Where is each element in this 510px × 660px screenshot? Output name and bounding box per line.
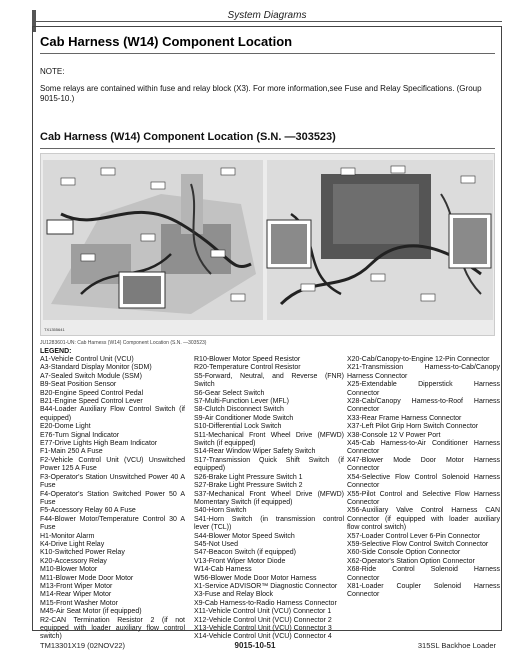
legend-line: X3-Fuse and Relay Block — [194, 591, 273, 599]
legend-line: B9-Seat Position Sensor — [40, 381, 117, 389]
legend-line: S6-Gear Select Switch — [194, 389, 265, 397]
legend-line: S5-Forward, Neutral, and Reverse (FNR) — [194, 372, 344, 380]
legend-line: S8-Clutch Disconnect Switch — [194, 406, 284, 414]
harness-illustration — [41, 154, 495, 336]
legend-line: F5-Accessory Relay 60 A Fuse — [40, 507, 136, 515]
legend-line: X25-Extendable Dipperstick Harness — [347, 381, 500, 389]
legend-line: X37-Left Pilot Grip Horn Switch Connector — [347, 423, 479, 431]
legend-line: S45-Not Used — [194, 540, 238, 548]
figure-title-rule — [40, 148, 495, 149]
legend-line: A1-Vehicle Control Unit (VCU) — [40, 356, 134, 363]
legend-line: Connector (if equipped with loader auxiliary — [347, 515, 500, 523]
legend-line: equipped) — [194, 465, 226, 473]
legend-line: S37-Mechanical Front Wheel Drive (MFWD) — [194, 490, 344, 498]
footer-page-number: 9015-10-51 — [234, 641, 276, 650]
legend-line: Harness Connector — [347, 372, 408, 380]
legend-line: X54-Selective Flow Control Solenoid Harness — [347, 473, 500, 481]
legend-line: S44-Blower Motor Speed Switch — [194, 532, 295, 540]
legend-line: X47-Blower Mode Door Motor Harness — [347, 456, 500, 464]
legend-line: M11-Blower Mode Door Motor — [40, 574, 134, 582]
legend-line: W14-Cab Harness — [194, 566, 252, 574]
legend-line: M15-Front Washer Motor — [40, 599, 118, 607]
legend-line: Connector — [347, 389, 380, 397]
legend-line: X33-Rear Frame Harness Connector — [347, 414, 462, 422]
legend-line: A7-Sealed Switch Module (SSM) — [40, 372, 142, 380]
title-rule — [40, 53, 495, 54]
legend-line: X38-Console 12 V Power Port — [347, 431, 441, 439]
legend-line: X13-Vehicle Control Unit (VCU) Connector 3 — [194, 625, 332, 632]
legend-line: X68-Ride Control Solenoid Harness — [347, 566, 500, 574]
figure-title: Cab Harness (W14) Component Location (S.N. —303523) — [40, 131, 336, 143]
legend-line: X12-Vehicle Control Unit (VCU) Connector 2 — [194, 616, 332, 624]
legend-line: Fuse — [40, 482, 56, 490]
legend-line: X21-Transmission Harness-to-Cab/Canopy — [347, 364, 500, 372]
legend-line: K10-Switched Power Relay — [40, 549, 125, 557]
legend-line: X1-Service ADVISOR™ Diagnostic Connector — [194, 582, 338, 590]
legend-line: Fuse — [40, 498, 56, 506]
legend-line: A3-Standard Display Monitor (SDM) — [40, 364, 152, 372]
legend-line: Connector — [347, 498, 380, 506]
note-label: NOTE: — [40, 67, 65, 76]
legend-title: LEGEND: — [40, 348, 72, 355]
legend-line: E77-Drive Lights High Beam Indicator — [40, 440, 158, 448]
harness-photo — [40, 153, 495, 336]
legend-line: B44-Loader Auxiliary Flow Control Switch (if — [40, 406, 185, 414]
legend-line: H1-Monitor Alarm — [40, 532, 95, 540]
legend-line: M14-Rear Wiper Motor — [40, 591, 112, 599]
legend-line: S9-Air Conditioner Mode Switch — [194, 414, 294, 422]
legend-line: M45-Air Seat Motor (if equipped) — [40, 608, 142, 616]
legend-line: F2-Vehicle Control Unit (VCU) Unswitched — [40, 456, 185, 464]
legend-line: X9-Cab Harness-to-Radio Harness Connector — [194, 599, 337, 607]
legend-column-2 — [194, 356, 344, 642]
legend-column-3 — [347, 356, 500, 600]
legend-line: K20-Accessory Relay — [40, 557, 107, 565]
legend-line: E76-Turn Signal Indicator — [40, 431, 120, 439]
legend-line: Momentary Switch (if equipped) — [194, 498, 293, 506]
legend-line: F4-Operator's Station Switched Power 50 A — [40, 490, 185, 498]
legend-line: F1-Main 250 A Fuse — [40, 448, 103, 456]
legend-line: S11-Mechanical Front Wheel Drive (MFWD) — [194, 431, 344, 439]
legend-line: R20-Temperature Control Resistor — [194, 364, 301, 372]
legend-line: X62-Operator's Station Option Connector — [347, 557, 475, 565]
legend-line: S7-Multi-Function Lever (MFL) — [194, 398, 289, 406]
legend-line: switch) — [40, 633, 62, 641]
legend-line: R10-Blower Motor Speed Resistor — [194, 356, 301, 363]
legend-line: F44-Blower Motor/Temperature Control 30 A — [40, 515, 185, 523]
legend-line: X14-Vehicle Control Unit (VCU) Connector 4 — [194, 633, 332, 641]
legend-line: Connector — [347, 448, 380, 456]
legend-line: lever (TCL)) — [194, 524, 232, 532]
legend-line: X20-Cab/Canopy-to-Engine 12-Pin Connector — [347, 356, 490, 363]
legend-line: E20-Dome Light — [40, 423, 91, 431]
legend-line: W56-Blower Mode Door Motor Harness — [194, 574, 317, 582]
legend-line: X60-Side Console Option Connector — [347, 549, 461, 557]
legend-line: B20-Engine Speed Control Pedal — [40, 389, 144, 397]
legend-line: equipped) — [40, 414, 72, 422]
legend-line: S47-Beacon Switch (if equipped) — [194, 549, 296, 557]
figure-caption: JU1283601-UN: Cab Harness (W14) Component Location (S.N. —303523) — [40, 340, 207, 346]
legend-line: Switch — [194, 381, 215, 389]
legend-line: S26-Brake Light Pressure Switch 1 — [194, 473, 303, 481]
legend-line: X56-Auxiliary Valve Control Harness CAN — [347, 507, 500, 515]
note-text: Some relays are contained within fuse and relay block (X3). For more information,see Fuse and Relay Specifications. (Group 9015-10.) — [40, 84, 482, 103]
legend-line: Switch (if equipped) — [194, 440, 256, 448]
legend-line: X45-Cab Harness-to-Air Conditioner Harness — [347, 440, 500, 448]
legend-line: K4-Drive Light Relay — [40, 540, 105, 548]
legend-line: Fuse — [40, 524, 56, 532]
section-title: System Diagrams — [227, 10, 307, 21]
legend-line: X59-Selective Flow Control Switch Connector — [347, 540, 489, 548]
footer-model: 315SL Backhoe Loader — [417, 641, 496, 650]
legend-line: S41-Horn Switch (in transmission control — [194, 515, 344, 523]
legend-line: S27-Brake Light Pressure Switch 2 — [194, 482, 303, 490]
page-title: Cab Harness (W14) Component Location — [40, 34, 293, 49]
legend-line: M13-Front Wiper Motor — [40, 582, 113, 590]
legend-line: X11-Vehicle Control Unit (VCU) Connector 1 — [194, 608, 332, 616]
legend-line: R2-CAN Termination Resistor 2 (if not — [40, 616, 185, 624]
legend-line: X28-Cab/Canopy Harness-to-Roof Harness — [347, 398, 500, 406]
legend-line: S14-Rear Window Wiper Safety Switch — [194, 448, 316, 456]
legend-line: Connector — [347, 591, 380, 599]
legend-line: flow control switch) — [347, 524, 407, 532]
legend-line: Connector — [347, 574, 380, 582]
legend-line: Connector — [347, 465, 380, 473]
section-header — [32, 10, 502, 22]
legend-line: B21-Engine Speed Control Lever — [40, 398, 143, 406]
legend-line: X57-Loader Control Lever 6-Pin Connector — [347, 532, 481, 540]
legend-line: M10-Blower Motor — [40, 566, 98, 574]
legend-line: F3-Operator's Station Unswitched Power 40 A — [40, 473, 185, 481]
legend-column-1 — [40, 356, 185, 642]
figure-id: TX1355641 — [44, 327, 65, 332]
legend-line: X55-Pilot Control and Selective Flow Harness — [347, 490, 500, 498]
legend-line: Connector — [347, 406, 380, 414]
footer-doc-id: TM13301X19 (02NOV22) — [40, 641, 126, 650]
legend-line: V13-Front Wiper Motor Diode — [194, 557, 286, 565]
legend-line: S40-Horn Switch — [194, 507, 247, 515]
legend-line: S17-Transmission Quick Shift Switch (if — [194, 456, 344, 464]
legend-line: X81-Loader Coupler Solenoid Harness — [347, 582, 500, 590]
legend-line: Connector — [347, 482, 380, 490]
legend-line: equipped with loader auxiliary flow control — [40, 625, 185, 632]
legend-line: Power 125 A Fuse — [40, 465, 97, 473]
legend-line: S10-Differential Lock Switch — [194, 423, 282, 431]
